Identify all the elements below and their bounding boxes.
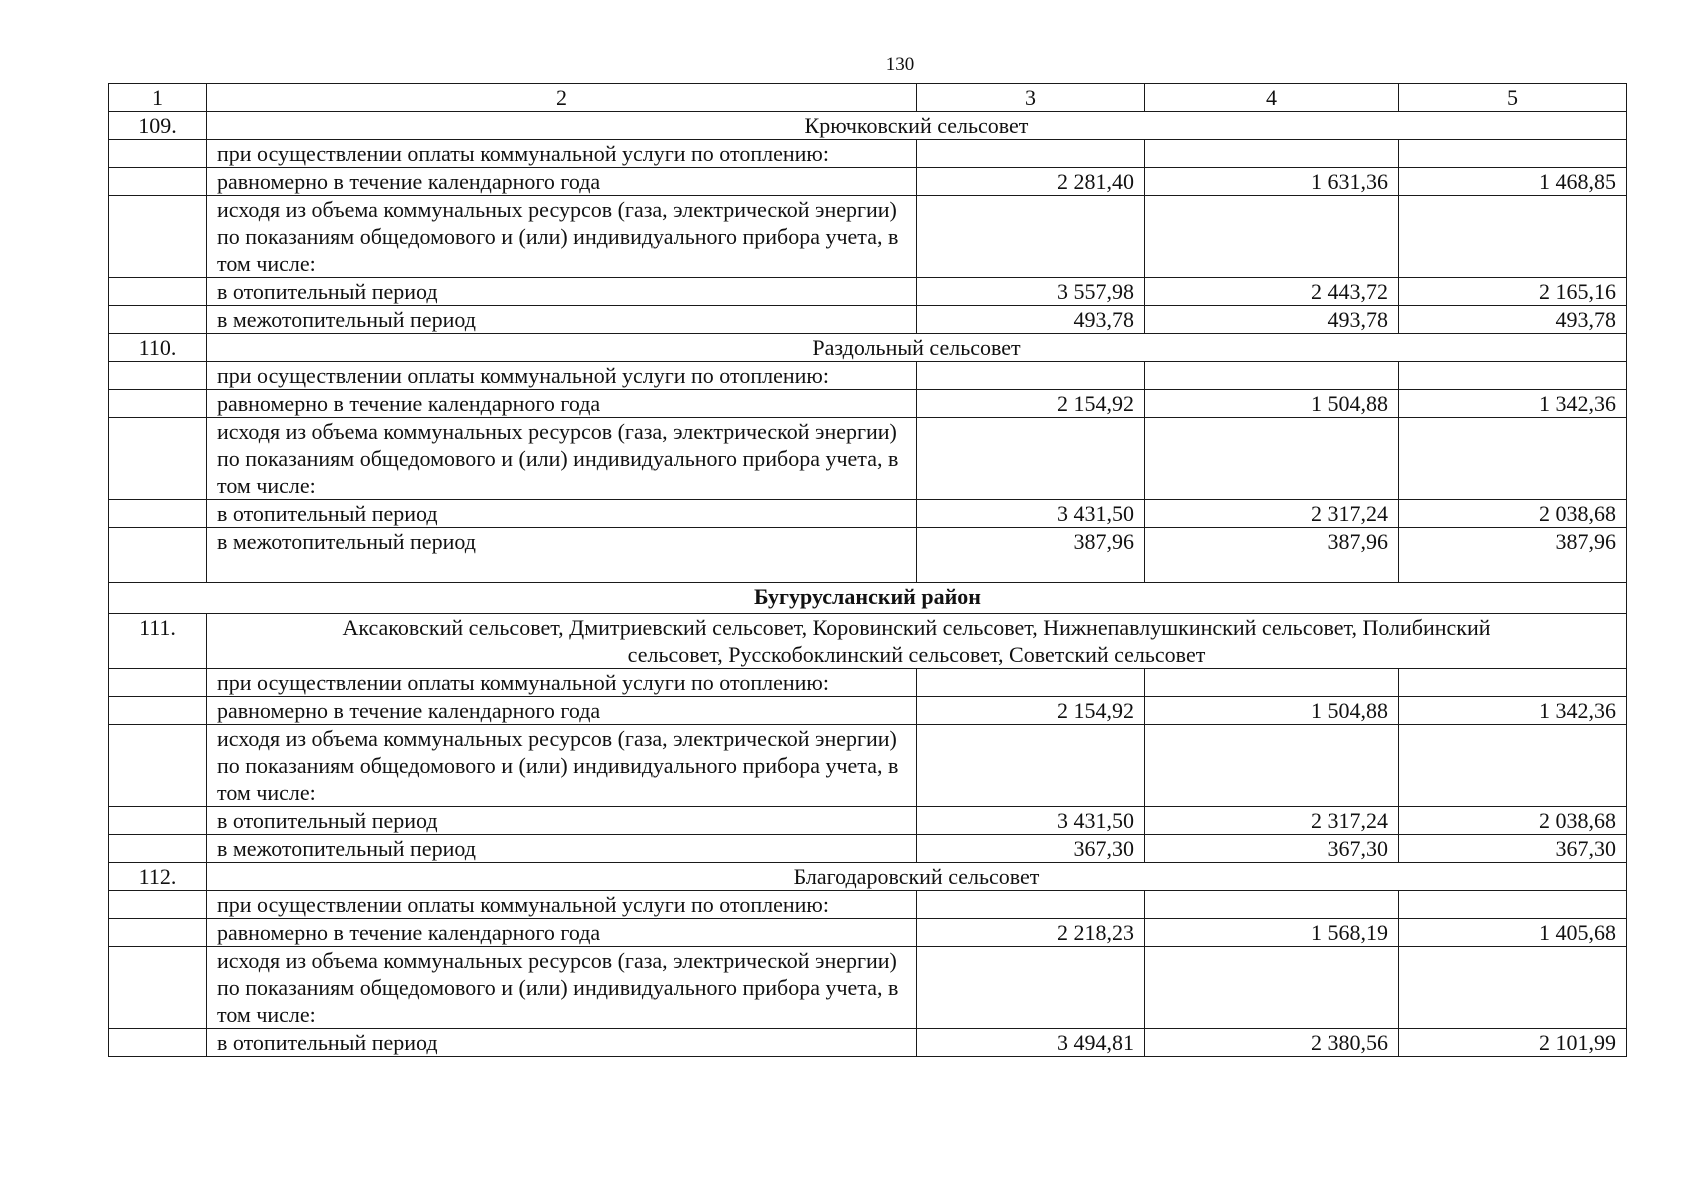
row-number: 112. — [109, 863, 207, 891]
settlement-name: Крючковский сельсовет — [207, 112, 1627, 140]
value-cell: 3 431,50 — [917, 807, 1145, 835]
value-cell: 1 468,85 — [1399, 168, 1627, 196]
row-label: в отопительный период — [207, 807, 917, 835]
table-row — [109, 306, 1627, 334]
row-label: в межотопительный период — [207, 835, 917, 863]
value-cell: 387,96 — [917, 528, 1145, 583]
table-row — [109, 528, 1627, 583]
value-cell: 1 631,36 — [1145, 168, 1399, 196]
table-row — [109, 891, 1627, 919]
settlement-name: Благодаровский сельсовет — [207, 863, 1627, 891]
value-cell: 2 101,99 — [1399, 1029, 1627, 1057]
value-cell: 2 317,24 — [1145, 807, 1399, 835]
row-label: в отопительный период — [207, 278, 917, 306]
table-row — [109, 669, 1627, 697]
table-header-row — [109, 84, 1627, 112]
column-header-5: 5 — [1399, 84, 1627, 112]
settlement-row — [109, 614, 1627, 669]
value-cell: 367,30 — [917, 835, 1145, 863]
settlement-row — [109, 863, 1627, 891]
table-row — [109, 168, 1627, 196]
table-row — [109, 500, 1627, 528]
value-cell: 2 038,68 — [1399, 807, 1627, 835]
value-cell: 2 154,92 — [917, 697, 1145, 725]
value-cell: 1 342,36 — [1399, 390, 1627, 418]
table-row — [109, 1029, 1627, 1057]
row-label: в межотопительный период — [207, 528, 917, 583]
table-row — [109, 947, 1627, 1029]
settlement-name: Аксаковский сельсовет, Дмитриевский сельсовет, Коровинский сельсовет, Нижнепавлушкинский сельсовет, Полибинский сельсовет, Русскобоклинский сельсовет, Советский сельсовет — [207, 614, 1627, 669]
district-name: Бугурусланский район — [109, 583, 1627, 614]
value-cell: 2 154,92 — [917, 390, 1145, 418]
row-label: равномерно в течение календарного года — [207, 919, 917, 947]
column-header-2: 2 — [207, 84, 917, 112]
value-cell: 367,30 — [1399, 835, 1627, 863]
table-row — [109, 697, 1627, 725]
settlement-name: Раздольный сельсовет — [207, 334, 1627, 362]
table-row — [109, 807, 1627, 835]
row-label: равномерно в течение календарного года — [207, 697, 917, 725]
value-cell: 1 504,88 — [1145, 697, 1399, 725]
page-number: 130 — [885, 54, 915, 75]
row-label: в отопительный период — [207, 500, 917, 528]
table-row — [109, 362, 1627, 390]
table-row — [109, 418, 1627, 500]
row-label: в межотопительный период — [207, 306, 917, 334]
value-cell: 387,96 — [1399, 528, 1627, 583]
value-cell: 1 405,68 — [1399, 919, 1627, 947]
row-label: исходя из объема коммунальных ресурсов (газа, электрической энергии) по показаниям общедомового и (или) индивидуального прибора учета, в том числе: — [207, 418, 917, 500]
row-label: исходя из объема коммунальных ресурсов (газа, электрической энергии) по показаниям общедомового и (или) индивидуального прибора учета, в том числе: — [207, 947, 917, 1029]
row-label: исходя из объема коммунальных ресурсов (газа, электрической энергии) по показаниям общедомового и (или) индивидуального прибора учета, в том числе: — [207, 725, 917, 807]
value-cell: 387,96 — [1145, 528, 1399, 583]
row-label: равномерно в течение календарного года — [207, 168, 917, 196]
value-cell: 367,30 — [1145, 835, 1399, 863]
value-cell: 2 165,16 — [1399, 278, 1627, 306]
row-number: 109. — [109, 112, 207, 140]
column-header-3: 3 — [917, 84, 1145, 112]
value-cell: 2 380,56 — [1145, 1029, 1399, 1057]
table-row — [109, 196, 1627, 278]
settlement-row — [109, 334, 1627, 362]
value-cell: 493,78 — [917, 306, 1145, 334]
row-label: исходя из объема коммунальных ресурсов (газа, электрической энергии) по показаниям общедомового и (или) индивидуального прибора учета, в том числе: — [207, 196, 917, 278]
table-row — [109, 725, 1627, 807]
value-cell: 493,78 — [1145, 306, 1399, 334]
table-row — [109, 835, 1627, 863]
row-label: равномерно в течение календарного года — [207, 390, 917, 418]
row-label: в отопительный период — [207, 1029, 917, 1057]
value-cell: 2 218,23 — [917, 919, 1145, 947]
value-cell: 2 317,24 — [1145, 500, 1399, 528]
value-cell: 1 568,19 — [1145, 919, 1399, 947]
value-cell: 1 504,88 — [1145, 390, 1399, 418]
column-header-4: 4 — [1145, 84, 1399, 112]
value-cell: 3 431,50 — [917, 500, 1145, 528]
value-cell: 2 281,40 — [917, 168, 1145, 196]
row-number: 111. — [109, 614, 207, 669]
table-row — [109, 278, 1627, 306]
tariff-table — [108, 83, 1627, 1057]
column-header-1: 1 — [109, 84, 207, 112]
row-number: 110. — [109, 334, 207, 362]
row-label: при осуществлении оплаты коммунальной услуги по отоплению: — [207, 891, 917, 919]
table-row — [109, 390, 1627, 418]
district-row — [109, 583, 1627, 614]
table-row — [109, 140, 1627, 168]
row-label: при осуществлении оплаты коммунальной услуги по отоплению: — [207, 362, 917, 390]
value-cell: 2 038,68 — [1399, 500, 1627, 528]
value-cell: 3 494,81 — [917, 1029, 1145, 1057]
value-cell: 1 342,36 — [1399, 697, 1627, 725]
value-cell: 2 443,72 — [1145, 278, 1399, 306]
row-label: при осуществлении оплаты коммунальной услуги по отоплению: — [207, 140, 917, 168]
table-row — [109, 919, 1627, 947]
row-label: при осуществлении оплаты коммунальной услуги по отоплению: — [207, 669, 917, 697]
settlement-row — [109, 112, 1627, 140]
value-cell: 3 557,98 — [917, 278, 1145, 306]
value-cell: 493,78 — [1399, 306, 1627, 334]
